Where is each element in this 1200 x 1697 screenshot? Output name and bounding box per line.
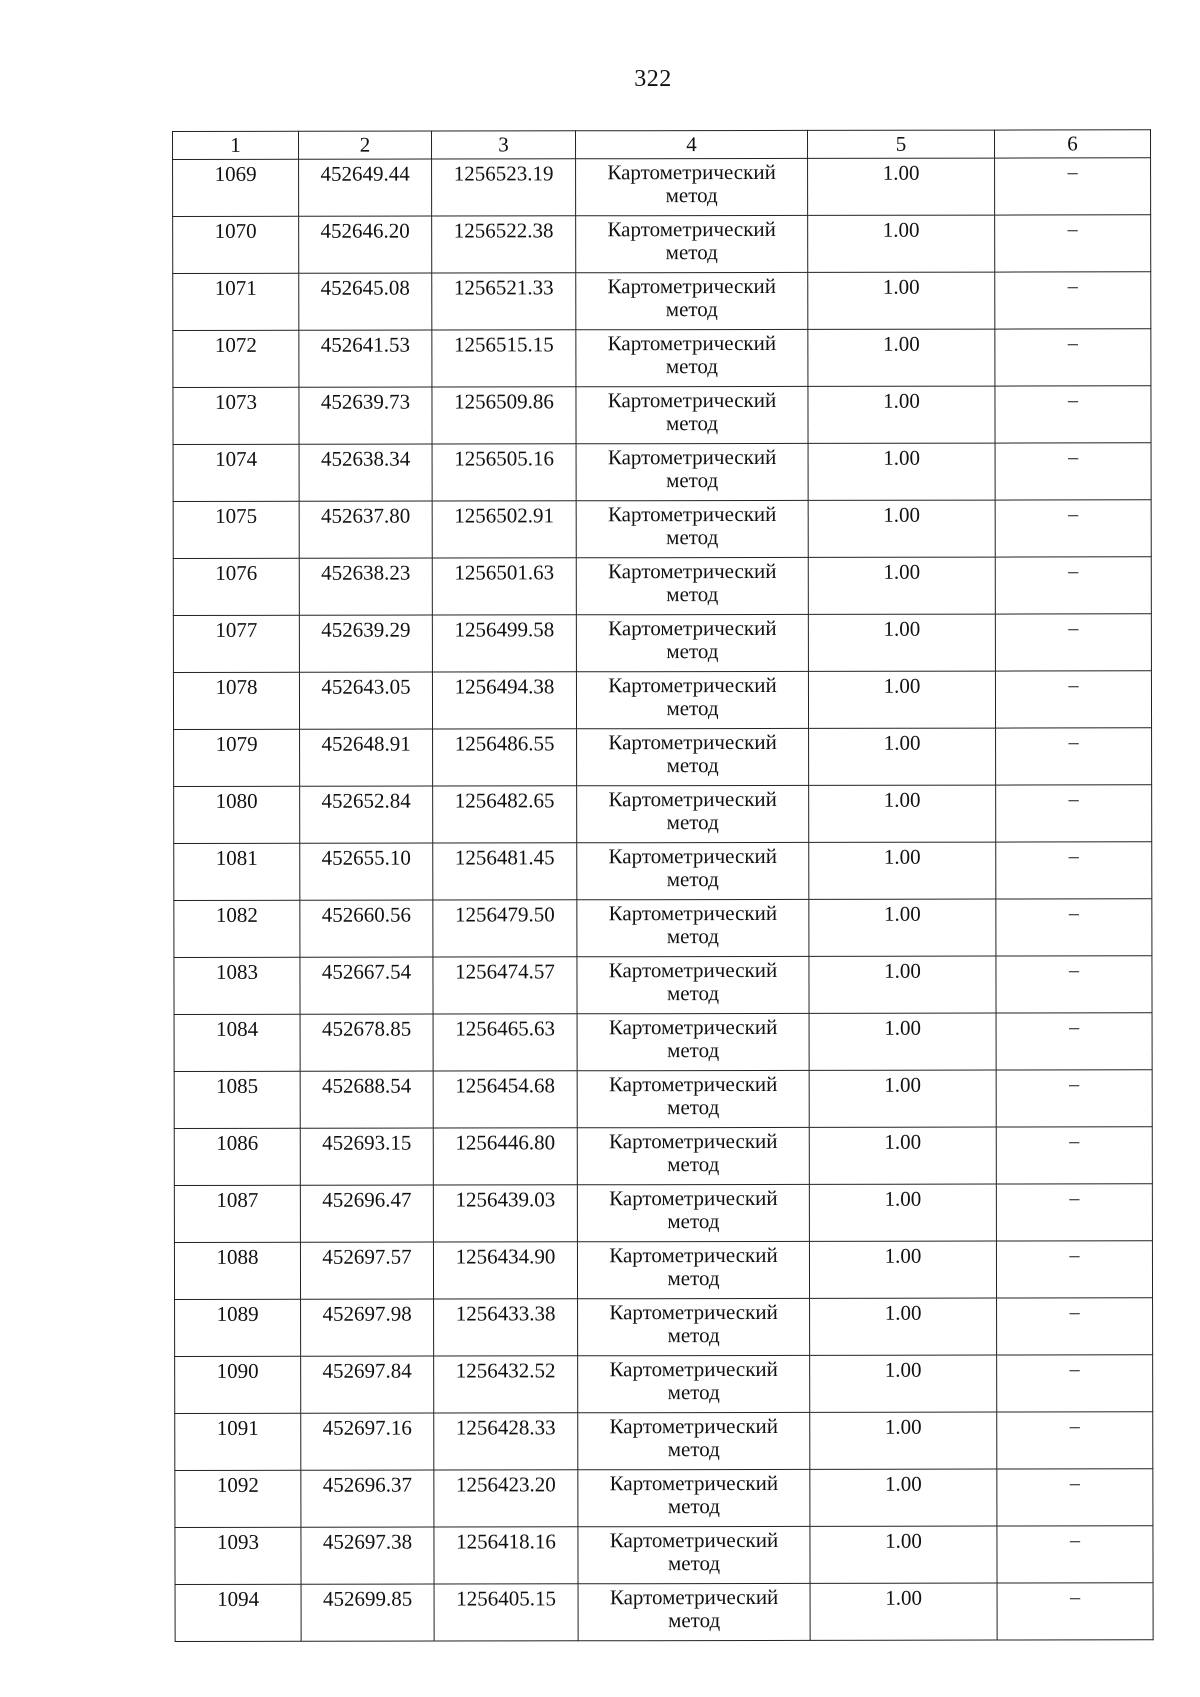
method-line-1: Картометрический [608, 729, 777, 755]
x-coordinate-cell: 452638.23 [299, 558, 432, 615]
table-row [175, 1583, 1153, 1642]
method-cell [577, 899, 809, 956]
y-coordinate-cell: 1256481.45 [433, 843, 577, 900]
method-line-1: Картометрический [609, 1242, 778, 1268]
y-coordinate-cell: 1256418.16 [434, 1527, 578, 1584]
point-number-cell: 1071 [173, 273, 299, 330]
y-coordinate-cell: 1256446.80 [433, 1128, 577, 1185]
x-coordinate-cell: 452699.85 [301, 1584, 434, 1641]
accuracy-cell: 1.00 [809, 842, 996, 899]
point-number-cell: 1070 [173, 216, 299, 273]
x-coordinate-cell: 452660.56 [300, 900, 433, 957]
x-coordinate-cell: 452639.29 [299, 615, 432, 672]
column-header-1: 1 [173, 131, 299, 159]
method-cell [577, 728, 809, 785]
table-row [175, 1526, 1153, 1585]
accuracy-cell: 1.00 [810, 1355, 997, 1412]
table-row [174, 1013, 1152, 1072]
method-line-2: метод [667, 1551, 721, 1576]
x-coordinate-cell: 452639.73 [299, 387, 432, 444]
method-line-2: метод [665, 297, 718, 322]
point-number-cell: 1077 [173, 615, 299, 672]
table-row [174, 785, 1152, 844]
table-row [175, 1412, 1153, 1471]
table-row [173, 329, 1151, 388]
table-row [173, 158, 1151, 217]
method-line-1: Картометрический [607, 273, 777, 299]
method-cell [576, 443, 808, 500]
accuracy-cell: 1.00 [810, 1583, 997, 1640]
method-line-2: метод [665, 183, 718, 208]
accuracy-cell: 1.00 [808, 500, 995, 557]
accuracy-cell: 1.00 [809, 1013, 996, 1070]
y-coordinate-cell: 1256509.86 [432, 387, 576, 444]
method-line-2: метод [666, 924, 719, 949]
method-cell [576, 557, 808, 614]
y-coordinate-cell: 1256521.33 [432, 273, 576, 330]
method-line-1: Картометрический [607, 501, 777, 527]
method-line-1: Картометрический [608, 672, 777, 698]
note-cell: – [996, 1127, 1152, 1184]
x-coordinate-cell: 452652.84 [300, 786, 433, 843]
note-cell: – [997, 1298, 1153, 1355]
accuracy-cell: 1.00 [809, 1070, 996, 1127]
y-coordinate-cell: 1256479.50 [433, 900, 577, 957]
method-line-2: метод [667, 1152, 720, 1177]
y-coordinate-cell: 1256494.38 [432, 672, 576, 729]
point-number-cell: 1086 [174, 1128, 300, 1185]
accuracy-cell: 1.00 [810, 1298, 997, 1355]
method-line-2: метод [667, 1038, 720, 1063]
method-cell [577, 1127, 809, 1184]
table-row [175, 1355, 1153, 1414]
method-line-1: Картометрический [609, 1584, 779, 1610]
x-coordinate-cell: 452646.20 [299, 216, 432, 273]
method-line-2: метод [667, 1095, 720, 1120]
method-line-1: Картометрический [608, 558, 777, 584]
x-coordinate-cell: 452643.05 [299, 672, 432, 729]
point-number-cell: 1082 [174, 900, 300, 957]
method-cell [577, 1070, 809, 1127]
method-cell [577, 1241, 809, 1298]
method-line-2: метод [667, 1380, 720, 1405]
table-row [173, 443, 1151, 502]
x-coordinate-cell: 452697.84 [301, 1356, 434, 1413]
y-coordinate-cell: 1256499.58 [432, 615, 576, 672]
x-coordinate-cell: 452678.85 [300, 1014, 433, 1071]
table-row [173, 614, 1151, 673]
note-cell: – [997, 1355, 1153, 1412]
note-cell: – [997, 1526, 1153, 1583]
method-line-2: метод [665, 354, 718, 379]
accuracy-cell: 1.00 [808, 557, 995, 614]
note-cell: – [997, 1469, 1153, 1526]
method-line-1: Картометрический [608, 900, 778, 926]
accuracy-cell: 1.00 [809, 1127, 996, 1184]
note-cell: – [995, 272, 1151, 329]
note-cell: – [995, 386, 1151, 443]
y-coordinate-cell: 1256423.20 [434, 1470, 578, 1527]
note-cell: – [997, 1583, 1153, 1640]
method-line-2: метод [667, 1323, 720, 1348]
method-cell [577, 1013, 809, 1070]
accuracy-cell: 1.00 [808, 386, 995, 443]
method-line-1: Картометрический [607, 216, 776, 242]
method-cell [578, 1526, 810, 1583]
method-cell [576, 272, 808, 329]
accuracy-cell: 1.00 [809, 956, 996, 1013]
method-cell [577, 1184, 809, 1241]
x-coordinate-cell: 452693.15 [300, 1128, 433, 1185]
point-number-cell: 1090 [175, 1356, 301, 1413]
y-coordinate-cell: 1256502.91 [432, 501, 576, 558]
x-coordinate-cell: 452637.80 [299, 501, 432, 558]
point-number-cell: 1080 [174, 786, 300, 843]
method-cell [577, 785, 809, 842]
x-coordinate-cell: 452649.44 [299, 159, 432, 216]
method-cell [576, 215, 808, 272]
y-coordinate-cell: 1256515.15 [432, 330, 576, 387]
method-line-1: Картометрический [609, 1185, 778, 1211]
y-coordinate-cell: 1256465.63 [433, 1014, 577, 1071]
accuracy-cell: 1.00 [808, 272, 995, 329]
method-line-1: Картометрический [609, 1128, 778, 1154]
header-row [173, 130, 1151, 160]
table-row [173, 671, 1151, 730]
table-row [174, 1070, 1152, 1129]
point-number-cell: 1081 [174, 843, 300, 900]
column-header-3: 3 [432, 131, 576, 159]
method-cell [578, 1298, 810, 1355]
accuracy-cell: 1.00 [808, 329, 995, 386]
table-row [174, 842, 1152, 901]
method-line-2: метод [667, 1209, 720, 1234]
x-coordinate-cell: 452638.34 [299, 444, 432, 501]
table-row [174, 956, 1152, 1015]
method-line-2: метод [665, 411, 719, 436]
note-cell: – [995, 500, 1151, 557]
y-coordinate-cell: 1256523.19 [432, 159, 576, 216]
table-row [174, 1184, 1152, 1243]
point-number-cell: 1083 [174, 957, 300, 1014]
method-line-2: метод [667, 1437, 720, 1462]
point-number-cell: 1092 [175, 1470, 301, 1527]
accuracy-cell: 1.00 [809, 899, 996, 956]
y-coordinate-cell: 1256482.65 [433, 786, 577, 843]
note-cell: – [996, 1070, 1152, 1127]
column-header-2: 2 [299, 131, 432, 159]
y-coordinate-cell: 1256434.90 [433, 1242, 577, 1299]
table-row [174, 1127, 1152, 1186]
x-coordinate-cell: 452667.54 [300, 957, 433, 1014]
note-cell: – [996, 842, 1152, 899]
method-line-2: метод [666, 696, 719, 721]
y-coordinate-cell: 1256505.16 [432, 444, 576, 501]
note-cell: – [995, 158, 1151, 215]
point-number-cell: 1072 [173, 330, 299, 387]
table-header [173, 130, 1151, 160]
accuracy-cell: 1.00 [808, 671, 995, 728]
accuracy-cell: 1.00 [808, 614, 995, 671]
table-row [175, 1469, 1153, 1528]
x-coordinate-cell: 452655.10 [300, 843, 433, 900]
point-number-cell: 1094 [175, 1584, 301, 1641]
method-line-1: Картометрический [609, 1470, 779, 1496]
point-number-cell: 1087 [174, 1185, 300, 1242]
y-coordinate-cell: 1256433.38 [434, 1299, 578, 1356]
point-number-cell: 1074 [173, 444, 299, 501]
x-coordinate-cell: 452697.16 [301, 1413, 434, 1470]
note-cell: – [996, 1013, 1152, 1070]
table-row [173, 215, 1151, 274]
accuracy-cell: 1.00 [808, 215, 995, 272]
method-line-1: Картометрический [608, 615, 777, 641]
method-line-2: метод [666, 810, 719, 835]
note-cell: – [996, 956, 1152, 1013]
method-line-1: Картометрический [609, 1527, 779, 1553]
method-line-2: метод [667, 1266, 720, 1291]
note-cell: – [997, 1412, 1153, 1469]
note-cell: – [995, 614, 1151, 671]
table-row [173, 272, 1151, 331]
point-number-cell: 1078 [173, 672, 299, 729]
accuracy-cell: 1.00 [809, 728, 996, 785]
note-cell: – [996, 1184, 1152, 1241]
method-cell [576, 329, 808, 386]
y-coordinate-cell: 1256432.52 [434, 1356, 578, 1413]
method-line-2: метод [666, 639, 719, 664]
table-row [174, 728, 1152, 787]
method-cell [578, 1412, 810, 1469]
method-line-1: Картометрический [608, 786, 777, 812]
coordinates-table [172, 129, 1154, 1642]
y-coordinate-cell: 1256439.03 [433, 1185, 577, 1242]
method-line-2: метод [666, 981, 720, 1006]
method-line-2: метод [668, 1608, 721, 1633]
accuracy-cell: 1.00 [810, 1469, 997, 1526]
note-cell: – [996, 785, 1152, 842]
y-coordinate-cell: 1256486.55 [433, 729, 577, 786]
method-cell [576, 386, 808, 443]
method-line-2: метод [666, 468, 719, 493]
point-number-cell: 1079 [174, 729, 300, 786]
y-coordinate-cell: 1256522.38 [432, 216, 576, 273]
coordinates-table-container [172, 129, 1154, 1642]
method-line-1: Картометрический [607, 387, 777, 413]
method-line-2: метод [666, 582, 719, 607]
accuracy-cell: 1.00 [810, 1526, 997, 1583]
method-line-1: Картометрический [608, 843, 778, 869]
method-cell [576, 158, 808, 215]
x-coordinate-cell: 452696.37 [301, 1470, 434, 1527]
y-coordinate-cell: 1256501.63 [432, 558, 576, 615]
x-coordinate-cell: 452697.38 [301, 1527, 434, 1584]
method-line-1: Картометрический [609, 1413, 779, 1439]
table-row [173, 386, 1151, 445]
point-number-cell: 1088 [174, 1242, 300, 1299]
x-coordinate-cell: 452641.53 [299, 330, 432, 387]
method-line-1: Картометрический [607, 159, 776, 185]
point-number-cell: 1075 [173, 501, 299, 558]
method-cell [576, 614, 808, 671]
method-cell [577, 842, 809, 899]
y-coordinate-cell: 1256474.57 [433, 957, 577, 1014]
column-header-4: 4 [576, 130, 808, 158]
method-line-1: Картометрический [608, 1071, 778, 1097]
method-line-2: метод [667, 1494, 720, 1519]
note-cell: – [996, 899, 1152, 956]
accuracy-cell: 1.00 [808, 158, 995, 215]
method-line-1: Картометрический [608, 957, 778, 983]
accuracy-cell: 1.00 [808, 443, 995, 500]
column-header-6: 6 [994, 130, 1150, 158]
table-body [173, 158, 1154, 1642]
page-number: 322 [634, 66, 672, 92]
note-cell: – [995, 557, 1151, 614]
method-cell [578, 1583, 810, 1640]
method-line-1: Картометрический [609, 1356, 778, 1382]
method-cell [578, 1469, 810, 1526]
note-cell: – [995, 329, 1151, 386]
method-line-1: Картометрический [609, 1299, 778, 1325]
method-cell [576, 671, 808, 728]
point-number-cell: 1076 [173, 558, 299, 615]
table-row [175, 1298, 1153, 1357]
method-line-2: метод [666, 867, 719, 892]
y-coordinate-cell: 1256405.15 [434, 1584, 578, 1641]
note-cell: – [996, 728, 1152, 785]
point-number-cell: 1091 [175, 1413, 301, 1470]
accuracy-cell: 1.00 [809, 1241, 996, 1298]
note-cell: – [995, 671, 1151, 728]
method-cell [578, 1355, 810, 1412]
method-cell [577, 956, 809, 1013]
method-line-2: метод [666, 753, 719, 778]
y-coordinate-cell: 1256428.33 [434, 1413, 578, 1470]
method-line-2: метод [666, 525, 719, 550]
method-line-1: Картометрический [607, 330, 777, 356]
x-coordinate-cell: 452696.47 [300, 1185, 433, 1242]
point-number-cell: 1073 [173, 387, 299, 444]
accuracy-cell: 1.00 [810, 1412, 997, 1469]
note-cell: – [995, 443, 1151, 500]
table-row [174, 899, 1152, 958]
point-number-cell: 1084 [174, 1014, 300, 1071]
column-header-5: 5 [807, 130, 994, 158]
method-line-1: Картометрический [608, 1014, 778, 1040]
point-number-cell: 1085 [174, 1071, 300, 1128]
x-coordinate-cell: 452645.08 [299, 273, 432, 330]
note-cell: – [996, 1241, 1152, 1298]
accuracy-cell: 1.00 [809, 785, 996, 842]
table-row [173, 557, 1151, 616]
method-line-2: метод [665, 240, 718, 265]
table-row [173, 500, 1151, 559]
table-row [174, 1241, 1152, 1300]
x-coordinate-cell: 452688.54 [300, 1071, 433, 1128]
point-number-cell: 1069 [173, 159, 299, 216]
x-coordinate-cell: 452648.91 [300, 729, 433, 786]
point-number-cell: 1089 [175, 1299, 301, 1356]
note-cell: – [995, 215, 1151, 272]
y-coordinate-cell: 1256454.68 [433, 1071, 577, 1128]
x-coordinate-cell: 452697.98 [301, 1299, 434, 1356]
x-coordinate-cell: 452697.57 [300, 1242, 433, 1299]
method-line-1: Картометрический [607, 444, 777, 470]
method-cell [576, 500, 808, 557]
point-number-cell: 1093 [175, 1527, 301, 1584]
accuracy-cell: 1.00 [809, 1184, 996, 1241]
